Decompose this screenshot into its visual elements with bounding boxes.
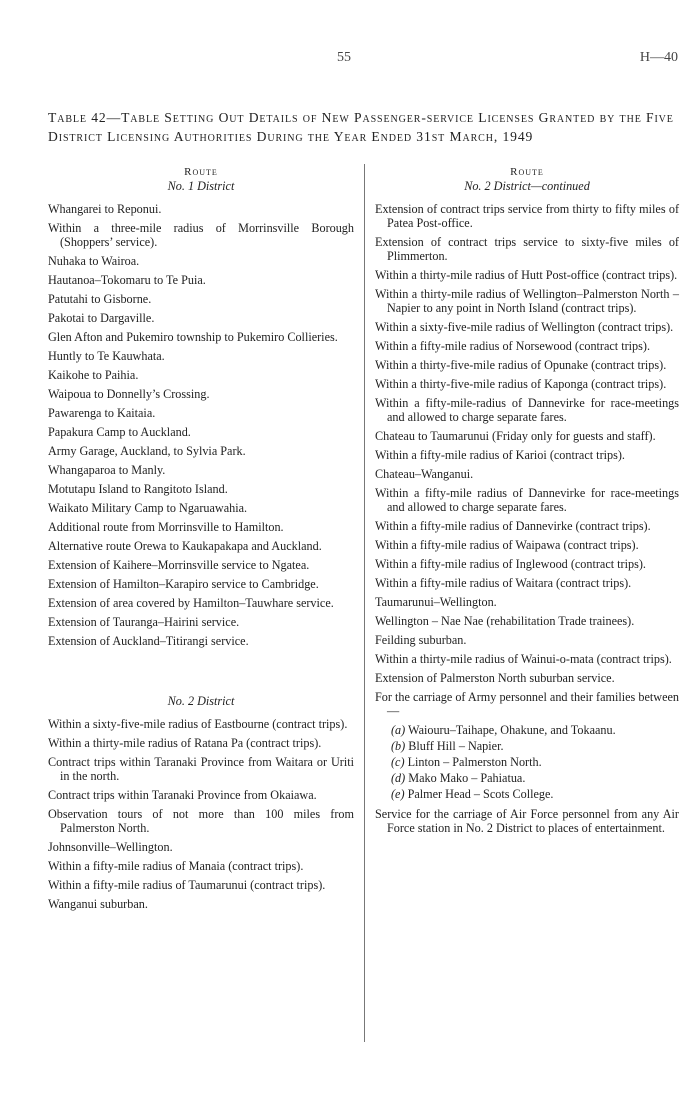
route-entry: Within a fifty-mile radius of Waipawa (contract trips).: [375, 538, 639, 552]
route-entry: Within a fifty-mile radius of Karioi (contract trips).: [375, 448, 625, 462]
route-entry: Within a fifty-mile-radius of Dannevirke for race-meetings and allowed to charge separate fares.: [375, 396, 679, 424]
sub-route-entry: [375, 787, 679, 801]
route-entry: Within a fifty-mile radius of Dannevirke (contract trips).: [375, 519, 651, 533]
district-2-heading: No. 2 District: [167, 694, 235, 708]
sub-route-marker: (a): [391, 723, 406, 737]
route-entry: Feilding suburban.: [375, 633, 467, 647]
route-entry: Chateau to Taumarunui (Friday only for guests and staff).: [375, 429, 656, 443]
route-entry: Patutahi to Gisborne.: [48, 292, 152, 306]
route-entry: Motutapu Island to Rangitoto Island.: [48, 482, 228, 496]
left-column-heading: Route: [184, 166, 218, 178]
route-entry: Glen Afton and Pukemiro township to Pukemiro Collieries.: [48, 330, 338, 344]
sub-route-text: Mako Mako – Pahiatua.: [408, 771, 526, 785]
army-routes-sublist: [375, 723, 679, 801]
route-entry: Wanganui suburban.: [48, 897, 148, 911]
right-column-heading: Route: [510, 166, 544, 178]
route-entry: Extension of contract trips service from thirty to fifty miles of Patea Post-office.: [375, 202, 679, 230]
route-entry: Additional route from Morrinsville to Hamilton.: [48, 520, 284, 534]
route-entry: Within a thirty-five-mile radius of Opunake (contract trips).: [375, 358, 667, 372]
sub-route-text: Palmer Head – Scots College.: [407, 787, 554, 801]
route-entry: Papakura Camp to Auckland.: [48, 425, 191, 439]
route-entry: Within a sixty-five-mile radius of Wellington (contract trips).: [375, 320, 674, 334]
section-spacer: [48, 653, 354, 694]
district-1-heading: No. 1 District: [167, 179, 235, 193]
sub-route-marker: (c): [391, 755, 405, 769]
route-entry: Hautanoa–Tokomaru to Te Puia.: [48, 273, 206, 287]
sub-route-marker: (d): [391, 771, 406, 785]
district-2-continued-route-list: [375, 202, 679, 718]
route-entry: Within a three-mile radius of Morrinsville Borough (Shoppers’ service).: [48, 221, 354, 249]
route-entry: Within a fifty-mile radius of Taumarunui (contract trips).: [48, 878, 326, 892]
page-number: 55: [337, 50, 351, 65]
table-title: Table 42—Table Setting Out Details of New Passenger-service Licenses Granted by the Five District Licensing Authorities During the Year Ended 31st March, 1949: [48, 110, 674, 144]
route-entry: Within a thirty-mile radius of Wainui-o-mata (contract trips).: [375, 652, 672, 666]
route-entry: Waipoua to Donnelly’s Crossing.: [48, 387, 210, 401]
sub-route-entry: [375, 771, 679, 785]
route-entry: Extension of Tauranga–Hairini service.: [48, 615, 240, 629]
route-entry: Within a thirty-five-mile radius of Kaponga (contract trips).: [375, 377, 667, 391]
route-entry: Alternative route Orewa to Kaukapakapa and Auckland.: [48, 539, 322, 553]
route-entry: Huntly to Te Kauwhata.: [48, 349, 165, 363]
route-entry: Pawarenga to Kaitaia.: [48, 406, 156, 420]
sub-route-entry: [375, 755, 679, 769]
route-entry: For the carriage of Army personnel and their families between—: [375, 690, 679, 718]
route-entry: Taumarunui–Wellington.: [375, 595, 497, 609]
route-entry: Nuhaka to Wairoa.: [48, 254, 140, 268]
sub-route-entry: [375, 723, 679, 737]
route-entry: Whangarei to Reponui.: [48, 202, 162, 216]
route-entry: Within a sixty-five-mile radius of Eastbourne (contract trips).: [48, 717, 348, 731]
route-entry: Extension of Palmerston North suburban service.: [375, 671, 615, 685]
route-entry: Pakotai to Dargaville.: [48, 311, 155, 325]
route-entry: Within a fifty-mile radius of Norsewood (contract trips).: [375, 339, 651, 353]
route-entry: Within a thirty-mile radius of Hutt Post-office (contract trips).: [375, 268, 678, 282]
route-entry: Observation tours of not more than 100 miles from Palmerston North.: [48, 807, 354, 835]
district-1-route-list: [48, 202, 354, 648]
route-entry: Kaikohe to Paihia.: [48, 368, 139, 382]
sub-route-entry: [375, 739, 679, 753]
route-entry: Army Garage, Auckland, to Sylvia Park.: [48, 444, 246, 458]
route-entry: Contract trips within Taranaki Province from Waitara or Uriti in the north.: [48, 755, 354, 783]
sub-route-text: Linton – Palmerston North.: [407, 755, 542, 769]
route-entry: Extension of contract trips service to sixty-five miles of Plimmerton.: [375, 235, 679, 263]
route-entry: Extension of area covered by Hamilton–Tauwhare service.: [48, 596, 334, 610]
route-entry: Wellington – Nae Nae (rehabilitation Trade trainees).: [375, 614, 635, 628]
route-entry: Waikato Military Camp to Ngaruawahia.: [48, 501, 248, 515]
route-entry: Within a fifty-mile radius of Dannevirke for race-meetings and allowed to charge separate fares.: [375, 486, 679, 514]
route-entry: Service for the carriage of Air Force personnel from any Air Force station in No. 2 District to places of entertainment.: [375, 807, 679, 835]
right-column: [375, 165, 679, 840]
document-reference: H—40: [639, 50, 678, 65]
route-entry: Extension of Hamilton–Karapiro service to Cambridge.: [48, 577, 319, 591]
route-entry: Within a fifty-mile radius of Manaia (contract trips).: [48, 859, 304, 873]
sub-route-marker: (b): [391, 739, 406, 753]
route-entry: Within a fifty-mile radius of Waitara (contract trips).: [375, 576, 632, 590]
district-2-continued-heading: No. 2 District—continued: [464, 179, 590, 193]
route-entry: Within a thirty-mile radius of Wellington–Palmerston North – Napier to any point in North Island (contract trips).: [375, 287, 679, 315]
route-entry: Within a fifty-mile radius of Inglewood (contract trips).: [375, 557, 646, 571]
route-entry: Extension of Kaihere–Morrinsville service to Ngatea.: [48, 558, 310, 572]
sub-route-text: Bluff Hill – Napier.: [408, 739, 504, 753]
route-entry: Whangaparoa to Manly.: [48, 463, 166, 477]
route-entry: Within a thirty-mile radius of Ratana Pa (contract trips).: [48, 736, 322, 750]
route-entry: Chateau–Wanganui.: [375, 467, 474, 481]
district-2-route-list: [48, 717, 354, 911]
left-column: [48, 165, 354, 916]
route-entry: Extension of Auckland–Titirangi service.: [48, 634, 249, 648]
route-entry: Contract trips within Taranaki Province from Okaiawa.: [48, 788, 317, 802]
route-entry: Johnsonville–Wellington.: [48, 840, 173, 854]
sub-route-marker: (e): [391, 787, 405, 801]
sub-route-text: Waiouru–Taihape, Ohakune, and Tokaanu.: [408, 723, 616, 737]
column-divider: [364, 164, 365, 1042]
